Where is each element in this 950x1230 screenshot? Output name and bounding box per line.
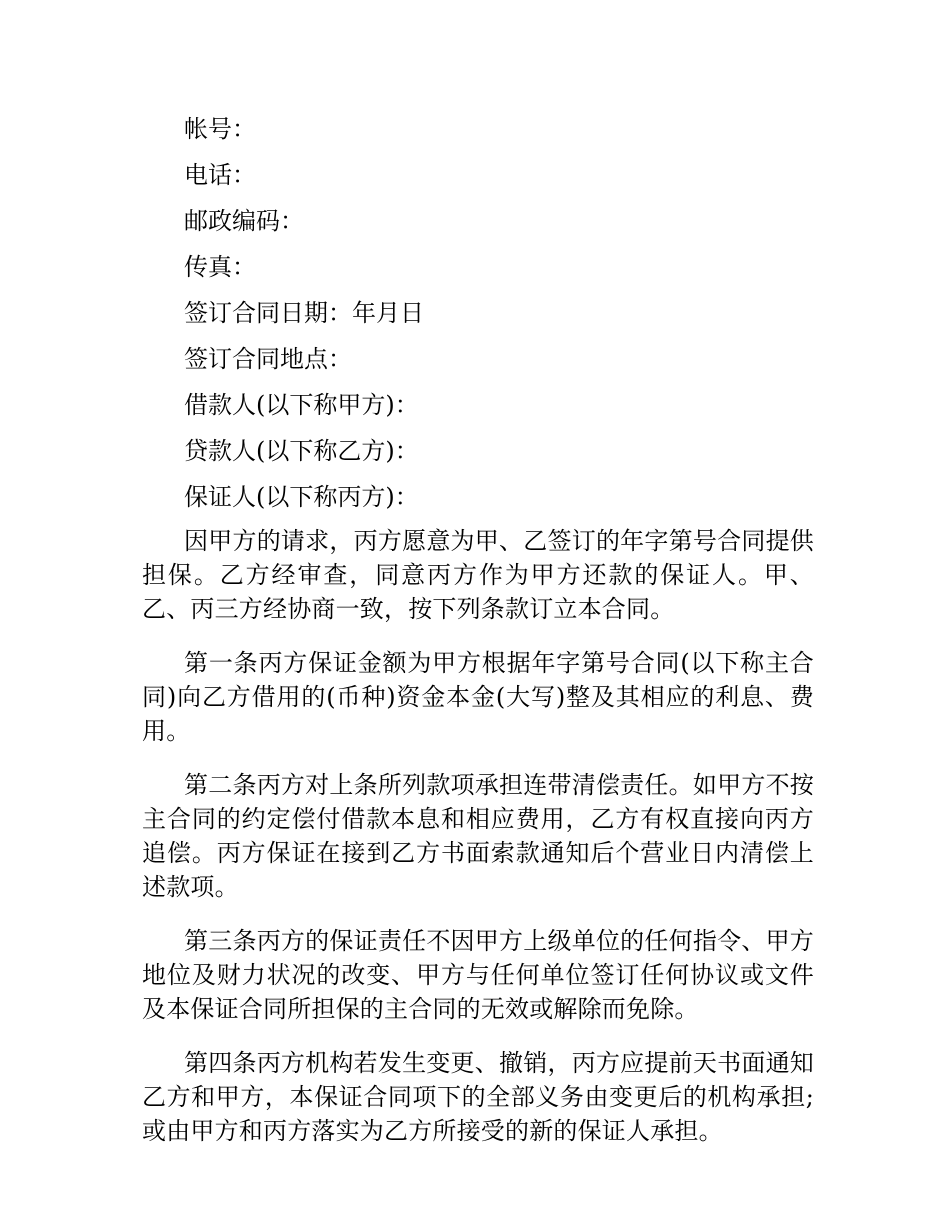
postal-code-field: 邮政编码： — [184, 207, 304, 235]
article-1-paragraph: 第一条丙方保证金额为甲方根据年字第号合同(以下称主合同)向乙方借用的(币种)资金本金(大写)整及其相应的利息、费用。 — [142, 649, 814, 745]
signing-place-field: 签订合同地点： — [184, 345, 352, 373]
contract-page — [142, 106, 814, 1168]
phone-field: 电话： — [184, 161, 256, 189]
signing-date-field: 签订合同日期：年月日 — [184, 299, 424, 327]
borrower-field: 借款人(以下称甲方)： — [184, 391, 419, 419]
preamble-paragraph: 因甲方的请求，丙方愿意为甲、乙签订的年字第号合同提供担保。乙方经审查，同意丙方作为甲方还款的保证人。甲、乙、丙三方经协商一致，按下列条款订立本合同。 — [142, 527, 814, 623]
article-2-paragraph: 第二条丙方对上条所列款项承担连带清偿责任。如甲方不按主合同的约定偿付借款本息和相应费用，乙方有权直接向丙方追偿。丙方保证在接到乙方书面索款通知后个营业日内清偿上述款项。 — [142, 771, 814, 901]
account-number-field: 帐号： — [184, 115, 256, 143]
fax-field: 传真： — [184, 253, 256, 281]
contract-header-fields — [142, 106, 814, 520]
article-3-paragraph: 第三条丙方的保证责任不因甲方上级单位的任何指令、甲方地位及财力状况的改变、甲方与任何单位签订任何协议或文件及本保证合同所担保的主合同的无效或解除而免除。 — [142, 927, 814, 1023]
guarantor-field: 保证人(以下称丙方)： — [184, 483, 419, 511]
lender-field: 贷款人(以下称乙方)： — [184, 437, 419, 465]
article-4-paragraph: 第四条丙方机构若发生变更、撤销，丙方应提前天书面通知乙方和甲方，本保证合同项下的全部义务由变更后的机构承担;或由甲方和丙方落实为乙方所接受的新的保证人承担。 — [142, 1049, 814, 1145]
